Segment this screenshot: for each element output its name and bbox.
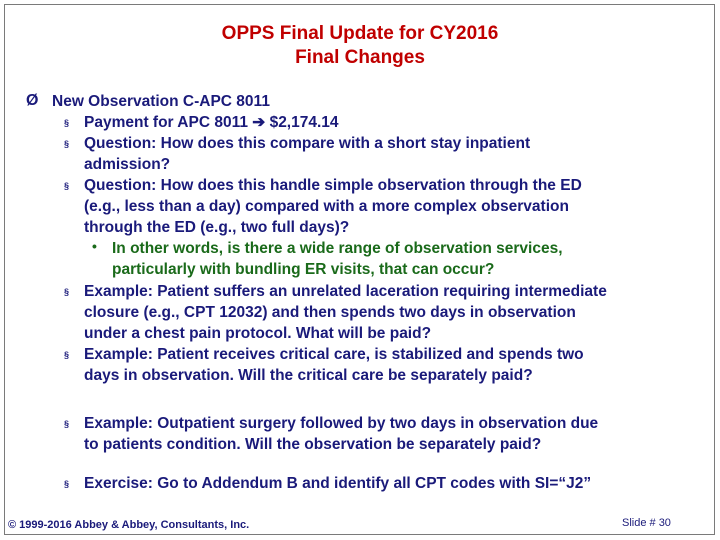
bullet-line: (e.g., less than a day) compared with a more complex observation [84,198,569,215]
square-bullet-icon: § [64,479,70,489]
bullet-line: days in observation. Will the critical care be separately paid? [84,367,533,384]
sub-bullet-line: In other words, is there a wide range of observation services, [112,240,563,257]
level1-heading: New Observation C-APC 8011 [52,93,270,110]
arrow-bullet-icon: Ø [26,92,39,109]
bullet-line: Example: Patient suffers an unrelated laceration requiring intermediate [84,283,607,300]
bullet-line: Question: How does this compare with a short stay inpatient [84,135,531,152]
bullet-line: through the ED (e.g., two full days)? [84,219,350,236]
slide-number: Slide # 30 [622,517,671,529]
bullet-line: Question: How does this handle simple observation through the ED [84,177,582,194]
title-line-1: OPPS Final Update for CY2016 [221,23,499,44]
square-bullet-icon: § [64,350,70,360]
dot-bullet-icon: • [92,238,97,254]
bullet-line: Example: Patient receives critical care, is stabilized and spends two [84,346,584,363]
bullet-line: Payment for APC 8011 ➔ $2,174.14 [84,114,339,131]
square-bullet-icon: § [64,139,70,149]
bullet-line: admission? [84,156,171,173]
bullet-line: closure (e.g., CPT 12032) and then spends two days in observation [84,304,576,321]
bullet-line: to patients condition. Will the observation be separately paid? [84,436,542,453]
square-bullet-icon: § [64,287,70,297]
bullet-line: Example: Outpatient surgery followed by two days in observation due [84,415,599,432]
bullet-line: Exercise: Go to Addendum B and identify all CPT codes with SI=“J2” [84,475,592,492]
square-bullet-icon: § [64,181,70,191]
title-line-2: Final Changes [295,47,425,68]
bullet-line: under a chest pain protocol. What will be paid? [84,325,432,342]
footer-copyright: © 1999-2016 Abbey & Abbey, Consultants, Inc. [8,519,250,531]
square-bullet-icon: § [64,419,70,429]
sub-bullet-line: particularly with bundling ER visits, that can occur? [112,261,495,278]
square-bullet-icon: § [64,118,70,128]
